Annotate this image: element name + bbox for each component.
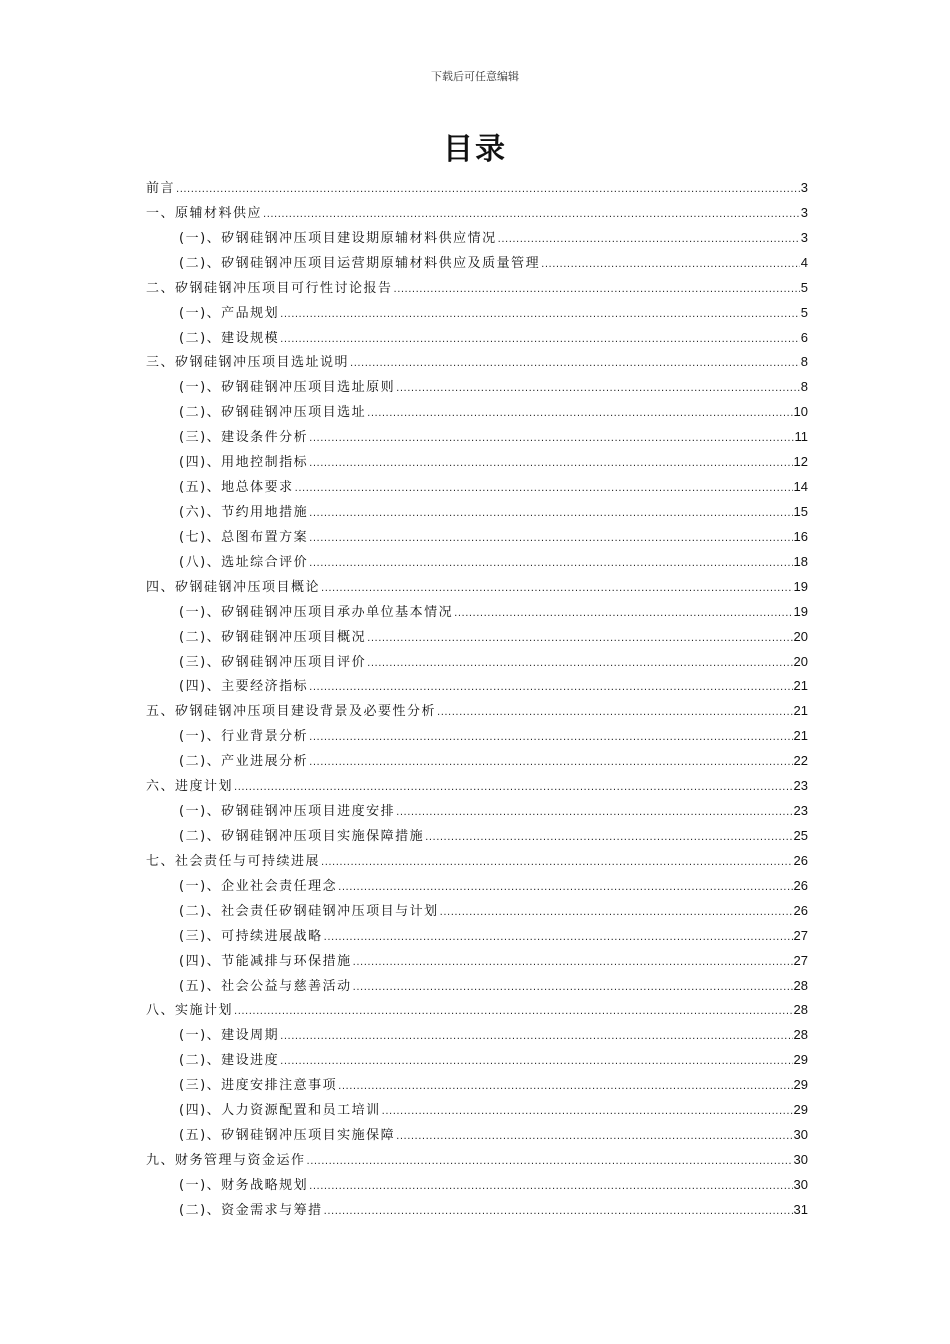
toc-leader-dots	[321, 851, 793, 876]
toc-entry-page-number: 6	[800, 329, 808, 345]
toc-entry-label: (一)、矽钢硅钢冲压项目建设期原辅材料供应情况	[179, 230, 497, 246]
toc-entry-label: (五)、矽钢硅钢冲压项目实施保障	[179, 1128, 396, 1144]
toc-leader-dots	[382, 1100, 793, 1125]
toc-leader-dots	[353, 976, 793, 1001]
toc-entry-label: 五、矽钢硅钢冲压项目建设背景及必要性分析	[146, 704, 437, 720]
toc-entry[interactable]	[146, 724, 808, 749]
toc-entry[interactable]	[146, 899, 808, 924]
toc-entry-page-number: 18	[793, 553, 808, 569]
toc-entry[interactable]	[146, 625, 808, 650]
toc-entry-label: (一)、财务战略规划	[179, 1177, 309, 1193]
toc-leader-dots	[394, 278, 800, 303]
toc-entry-page-number: 30	[793, 1127, 808, 1143]
toc-entry[interactable]	[146, 924, 808, 949]
toc-entry-page-number: 29	[793, 1077, 808, 1093]
toc-entry-label: (一)、矽钢硅钢冲压项目承办单位基本情况	[179, 604, 454, 620]
toc-entry[interactable]	[146, 1048, 808, 1073]
toc-entry-label: (四)、主要经济指标	[179, 679, 309, 695]
toc-entry[interactable]	[146, 400, 808, 425]
toc-leader-dots	[309, 452, 792, 477]
toc-entry-label: (三)、进度安排注意事项	[179, 1078, 338, 1094]
toc-entry-label: (三)、可持续进展战略	[179, 928, 323, 944]
toc-entry-label: (五)、社会公益与慈善活动	[179, 978, 352, 994]
toc-entry-page-number: 31	[793, 1201, 808, 1217]
toc-entry[interactable]	[146, 500, 808, 525]
toc-entry-page-number: 19	[793, 578, 808, 594]
toc-leader-dots	[440, 901, 793, 926]
toc-entry[interactable]	[146, 301, 808, 326]
toc-entry-page-number: 3	[800, 180, 808, 195]
toc-leader-dots	[541, 253, 800, 278]
toc-entry-page-number: 11	[794, 429, 808, 445]
toc-entry-page-number: 4	[800, 254, 808, 270]
toc-leader-dots	[396, 1125, 792, 1150]
toc-entry[interactable]	[146, 699, 808, 724]
toc-entry-page-number: 27	[793, 927, 808, 943]
toc-leader-dots	[309, 552, 792, 577]
toc-leader-dots	[309, 676, 792, 701]
toc-leader-dots	[437, 701, 793, 726]
toc-entry[interactable]	[146, 874, 808, 899]
toc-entry-label: (二)、矽钢硅钢冲压项目运营期原辅材料供应及质量管理	[179, 255, 541, 271]
toc-leader-dots	[338, 1075, 792, 1100]
toc-leader-dots	[280, 1050, 792, 1075]
toc-entry[interactable]	[146, 375, 808, 400]
toc-leader-dots	[309, 726, 792, 751]
toc-leader-dots	[350, 352, 800, 377]
toc-entry-label: (二)、社会责任矽钢硅钢冲压项目与计划	[179, 903, 439, 919]
toc-entry[interactable]	[146, 749, 808, 774]
toc-leader-dots	[307, 1150, 793, 1175]
toc-entry[interactable]	[146, 475, 808, 500]
toc-entry[interactable]	[146, 251, 808, 276]
toc-leader-dots	[396, 801, 792, 826]
toc-leader-dots	[280, 303, 800, 328]
toc-entry[interactable]	[146, 450, 808, 475]
toc-entry[interactable]	[146, 276, 808, 301]
toc-entry-page-number: 25	[793, 827, 808, 843]
toc-entry-label: 六、进度计划	[146, 779, 234, 795]
toc-entry-label: (一)、产品规划	[179, 305, 280, 321]
toc-entry-page-number: 28	[793, 1027, 808, 1043]
toc-entry-label: (二)、建设进度	[179, 1053, 280, 1069]
toc-leader-dots	[338, 876, 792, 901]
toc-entry[interactable]	[146, 350, 808, 375]
toc-entry[interactable]	[146, 1073, 808, 1098]
toc-entry-label: 七、社会责任与可持续进展	[146, 853, 321, 869]
toc-entry[interactable]	[146, 176, 808, 201]
toc-entry-page-number: 19	[793, 603, 808, 619]
toc-entry-page-number: 15	[793, 503, 808, 519]
toc-title: 目录	[443, 132, 507, 167]
toc-leader-dots	[263, 203, 800, 228]
toc-entry-page-number: 28	[793, 1002, 808, 1018]
toc-entry[interactable]	[146, 1198, 808, 1223]
toc-entry[interactable]	[146, 674, 808, 699]
toc-entry-page-number: 28	[793, 977, 808, 993]
toc-entry-label: (一)、企业社会责任理念	[179, 878, 338, 894]
toc-leader-dots	[367, 652, 792, 677]
toc-entry-label: 前言	[146, 181, 176, 196]
toc-leader-dots	[321, 577, 793, 602]
toc-entry-page-number: 26	[793, 877, 808, 893]
toc-entry-label: (八)、选址综合评价	[179, 554, 309, 570]
toc-entry-page-number: 10	[793, 404, 808, 420]
toc-entry-page-number: 21	[793, 703, 808, 719]
toc-leader-dots	[498, 228, 800, 253]
toc-leader-dots	[176, 178, 800, 203]
toc-entry[interactable]	[146, 201, 808, 226]
toc-entry-label: (三)、建设条件分析	[179, 430, 309, 446]
toc-entry-label: (一)、矽钢硅钢冲压项目选址原则	[179, 380, 396, 396]
header-note: 下载后可任意编辑	[431, 70, 519, 83]
table-of-contents	[146, 176, 808, 1223]
toc-leader-dots	[309, 1175, 792, 1200]
toc-leader-dots	[234, 776, 793, 801]
toc-leader-dots	[454, 602, 792, 627]
toc-entry[interactable]	[146, 575, 808, 600]
toc-leader-dots	[309, 502, 792, 527]
toc-entry[interactable]	[146, 525, 808, 550]
toc-entry-page-number: 5	[800, 279, 808, 295]
toc-entry-label: (四)、人力资源配置和员工培训	[179, 1103, 381, 1119]
toc-entry[interactable]	[146, 824, 808, 849]
toc-entry-label: (二)、资金需求与筹措	[179, 1202, 323, 1218]
toc-entry-page-number: 26	[793, 852, 808, 868]
toc-entry[interactable]	[146, 650, 808, 675]
toc-entry[interactable]	[146, 1148, 808, 1173]
toc-entry-page-number: 8	[800, 354, 808, 370]
toc-entry-label: (四)、节能减排与环保措施	[179, 953, 352, 969]
toc-entry[interactable]	[146, 974, 808, 999]
toc-entry-label: (一)、矽钢硅钢冲压项目进度安排	[179, 804, 396, 820]
toc-entry-page-number: 3	[800, 204, 808, 220]
toc-entry-label: (五)、地总体要求	[179, 480, 294, 496]
toc-entry-label: (七)、总图布置方案	[179, 529, 309, 545]
toc-entry-page-number: 27	[793, 952, 808, 968]
toc-entry-page-number: 22	[793, 753, 808, 769]
toc-entry[interactable]	[146, 774, 808, 799]
toc-entry-label: 二、矽钢硅钢冲压项目可行性讨论报告	[146, 280, 393, 296]
toc-leader-dots	[295, 477, 793, 502]
toc-entry-label: (二)、建设规模	[179, 330, 280, 346]
toc-entry-page-number: 30	[793, 1151, 808, 1167]
toc-entry[interactable]	[146, 799, 808, 824]
toc-leader-dots	[396, 377, 800, 402]
toc-entry[interactable]	[146, 949, 808, 974]
toc-entry-label: (六)、节约用地措施	[179, 504, 309, 520]
toc-leader-dots	[309, 427, 793, 452]
toc-entry-label: 八、实施计划	[146, 1003, 234, 1019]
toc-entry-label: (二)、矽钢硅钢冲压项目概况	[179, 629, 367, 645]
toc-entry-page-number: 29	[793, 1052, 808, 1068]
toc-entry[interactable]	[146, 1123, 808, 1148]
toc-entry[interactable]	[146, 326, 808, 351]
toc-entry-page-number: 20	[793, 653, 808, 669]
toc-entry-label: (二)、产业进展分析	[179, 754, 309, 770]
toc-entry-label: (三)、矽钢硅钢冲压项目评价	[179, 654, 367, 670]
toc-entry-page-number: 12	[793, 454, 808, 470]
toc-leader-dots	[309, 527, 792, 552]
toc-entry-page-number: 30	[793, 1176, 808, 1192]
toc-leader-dots	[353, 951, 793, 976]
toc-leader-dots	[367, 402, 792, 427]
toc-entry[interactable]	[146, 998, 808, 1023]
toc-entry-page-number: 5	[800, 304, 808, 320]
toc-entry-page-number: 16	[793, 528, 808, 544]
toc-entry[interactable]	[146, 226, 808, 251]
toc-entry[interactable]	[146, 425, 808, 450]
toc-entry[interactable]	[146, 600, 808, 625]
toc-entry-label: (一)、建设周期	[179, 1028, 280, 1044]
toc-entry[interactable]	[146, 550, 808, 575]
toc-leader-dots	[309, 751, 792, 776]
toc-entry-page-number: 26	[793, 902, 808, 918]
toc-entry[interactable]	[146, 849, 808, 874]
toc-entry-page-number: 14	[793, 479, 808, 495]
toc-entry-page-number: 21	[793, 678, 808, 694]
toc-leader-dots	[367, 627, 792, 652]
toc-entry[interactable]	[146, 1023, 808, 1048]
toc-entry-page-number: 21	[793, 728, 808, 744]
toc-leader-dots	[324, 926, 793, 951]
toc-entry-label: 九、财务管理与资金运作	[146, 1152, 306, 1168]
toc-leader-dots	[280, 328, 800, 353]
toc-leader-dots	[280, 1025, 792, 1050]
toc-entry-label: 四、矽钢硅钢冲压项目概论	[146, 579, 321, 595]
toc-leader-dots	[324, 1200, 793, 1225]
toc-leader-dots	[234, 1000, 793, 1025]
toc-entry-page-number: 29	[793, 1102, 808, 1118]
toc-entry[interactable]	[146, 1173, 808, 1198]
toc-entry-page-number: 8	[800, 379, 808, 395]
toc-entry-page-number: 23	[793, 778, 808, 794]
toc-entry-label: (二)、矽钢硅钢冲压项目实施保障措施	[179, 828, 425, 844]
toc-entry-label: (二)、矽钢硅钢冲压项目选址	[179, 405, 367, 421]
toc-entry-label: (一)、行业背景分析	[179, 729, 309, 745]
toc-entry-label: 一、原辅材料供应	[146, 205, 263, 221]
toc-entry-label: 三、矽钢硅钢冲压项目选址说明	[146, 355, 350, 371]
toc-entry-label: (四)、用地控制指标	[179, 455, 309, 471]
toc-leader-dots	[425, 826, 792, 851]
toc-entry[interactable]	[146, 1098, 808, 1123]
toc-entry-page-number: 23	[793, 803, 808, 819]
toc-entry-page-number: 3	[800, 229, 808, 245]
toc-entry-page-number: 20	[793, 628, 808, 644]
